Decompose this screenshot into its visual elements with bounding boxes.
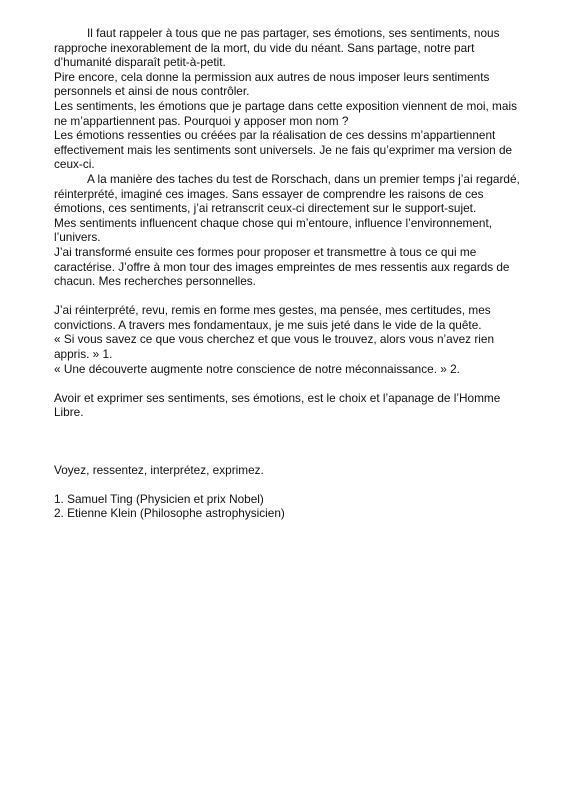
document-body xyxy=(54,26,524,521)
footnote-2: 2. Etienne Klein (Philosophe astrophysicien) xyxy=(54,506,285,521)
paragraph-partage: Il faut rappeler à tous que ne pas partager, ses émotions, ses sentiments, nous rapproche inexorablement de la mort, du vide du néant. Sans partage, notre part d’humanité disparaît petit-à-petit. xyxy=(54,26,500,70)
closing-line: Voyez, ressentez, interprétez, exprimez. xyxy=(54,462,264,477)
quote-klein: « Une découverte augmente notre conscience de notre méconnaissance. » 2. xyxy=(54,361,460,376)
footnote-1: 1. Samuel Ting (Physicien et prix Nobel) xyxy=(54,491,264,506)
quote-ting: « Si vous savez ce que vous cherchez et que vous le trouvez, alors vous n’avez rien appris. » 1. xyxy=(54,332,494,362)
spacer xyxy=(54,420,524,448)
spacer xyxy=(54,376,524,391)
spacer xyxy=(54,289,524,304)
paragraph-reinterpretation: J’ai réinterprété, revu, remis en forme mes gestes, ma pensée, mes certitudes, mes convictions. A travers mes fondamentaux, je me suis jeté dans le vide de la quête. xyxy=(54,303,491,332)
paragraph-homme-libre: Avoir et exprimer ses sentiments, ses émotions, est le choix et l’apanage de l’Homme Libre. xyxy=(54,390,501,420)
paragraph-exposition: Les sentiments, les émotions que je partage dans cette exposition viennent de moi, mais ne m’appartiennent pas. Pourquoi y apposer mon nom ? xyxy=(54,98,517,128)
paragraph-transformation: J’ai transformé ensuite ces formes pour proposer et transmettre à tous ce qui me caractérise. J’offre à mon tour des images empreintes de mes ressentis aux regards de chacun. Mes recherches personnelles. xyxy=(54,244,510,289)
spacer xyxy=(54,477,524,492)
paragraph-rorschach: A la manière des taches du test de Rorschach, dans un premier temps j’ai regardé, réinterprété, imaginé ces images. Sans essayer de comprendre les raisons de ces émotions, ces sentiments, j’ai retranscrit ceux-ci directement sur le support-sujet. xyxy=(54,171,520,216)
paragraph-pire-encore: Pire encore, cela donne la permission aux autres de nous imposer leurs sentiments personnels et ainsi de nous contrôler. xyxy=(54,69,490,99)
paragraph-influence: Mes sentiments influencent chaque chose qui m’entoure, influence l’environnement, l’univers. xyxy=(54,215,493,245)
paragraph-emotions-ressenties: Les émotions ressenties ou créées par la réalisation de ces dessins m’appartiennent effectivement mais les sentiments sont universels. Je ne fais qu’exprimer ma version de ceux-ci. xyxy=(54,128,513,172)
spacer xyxy=(54,448,524,463)
